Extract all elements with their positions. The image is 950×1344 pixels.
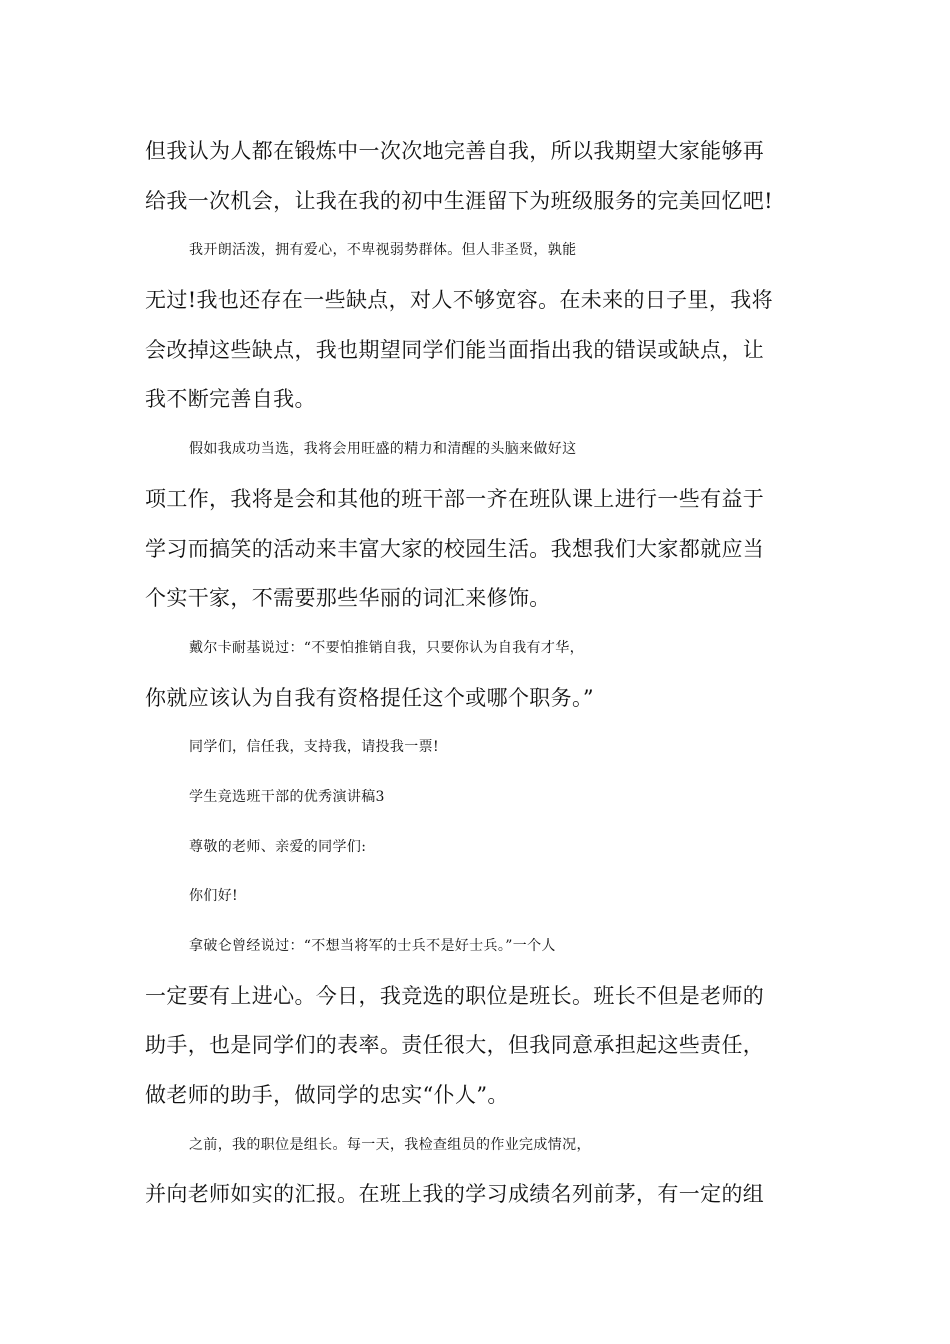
text-line: 我开朗活泼，拥有爱心，不卑视弱势群体。但人非圣贤，孰能	[189, 242, 577, 259]
text-line: 你们好!	[189, 888, 239, 905]
text-line: 尊敬的老师、亲爱的同学们:	[189, 838, 367, 855]
text-line: 但我认为人都在锻炼中一次次地完善自我，所以我期望大家能够再	[145, 139, 765, 163]
text-line: 一定要有上进心。今日，我竞选的职位是班长。班长不但是老师的	[145, 983, 765, 1008]
text-line: 学生竞选班干部的优秀演讲稿3	[189, 788, 385, 805]
text-line: 之前，我的职位是组长。每一天，我检查组员的作业完成情况，	[189, 1136, 591, 1153]
text-line: 戴尔卡耐基说过：“不要怕推销自我，只要你认为自我有才华，	[189, 639, 584, 656]
text-line: 会改掉这些缺点，我也期望同学们能当面指出我的错误或缺点，让	[145, 337, 765, 362]
text-line: 做老师的助手，做同学的忠实“仆人”。	[145, 1083, 509, 1108]
document-body	[145, 127, 810, 1220]
text-line: 个实干家，不需要那些华丽的词汇来修饰。	[145, 586, 551, 611]
text-line: 你就应该认为自我有资格提任这个或哪个职务。”	[145, 685, 594, 710]
text-line: 助手，也是同学们的表率。责任很大，但我同意承担起这些责任，	[145, 1033, 765, 1058]
text-line: 我不断完善自我。	[145, 387, 316, 412]
text-line: 并向老师如实的汇报。在班上我的学习成绩名列前茅，有一定的组	[145, 1182, 765, 1207]
text-line: 无过!我也还存在一些缺点，对人不够宽容。在未来的日子里，我将	[145, 288, 773, 313]
text-line: 给我一次机会，让我在我的初中生涯留下为班级服务的完美回忆吧!	[145, 188, 773, 213]
text-line: 拿破仑曾经说过：“不想当将军的士兵不是好士兵。”一个人	[189, 938, 556, 954]
text-line: 项工作，我将是会和其他的班干部一齐在班队课上进行一些有益于	[145, 486, 765, 511]
text-line: 同学们，信任我，支持我，请投我一票!	[189, 739, 439, 756]
text-line: 假如我成功当选，我将会用旺盛的精力和清醒的头脑来做好这	[189, 441, 577, 458]
text-line: 学习而搞笑的活动来丰富大家的校园生活。我想我们大家都就应当	[145, 536, 765, 561]
